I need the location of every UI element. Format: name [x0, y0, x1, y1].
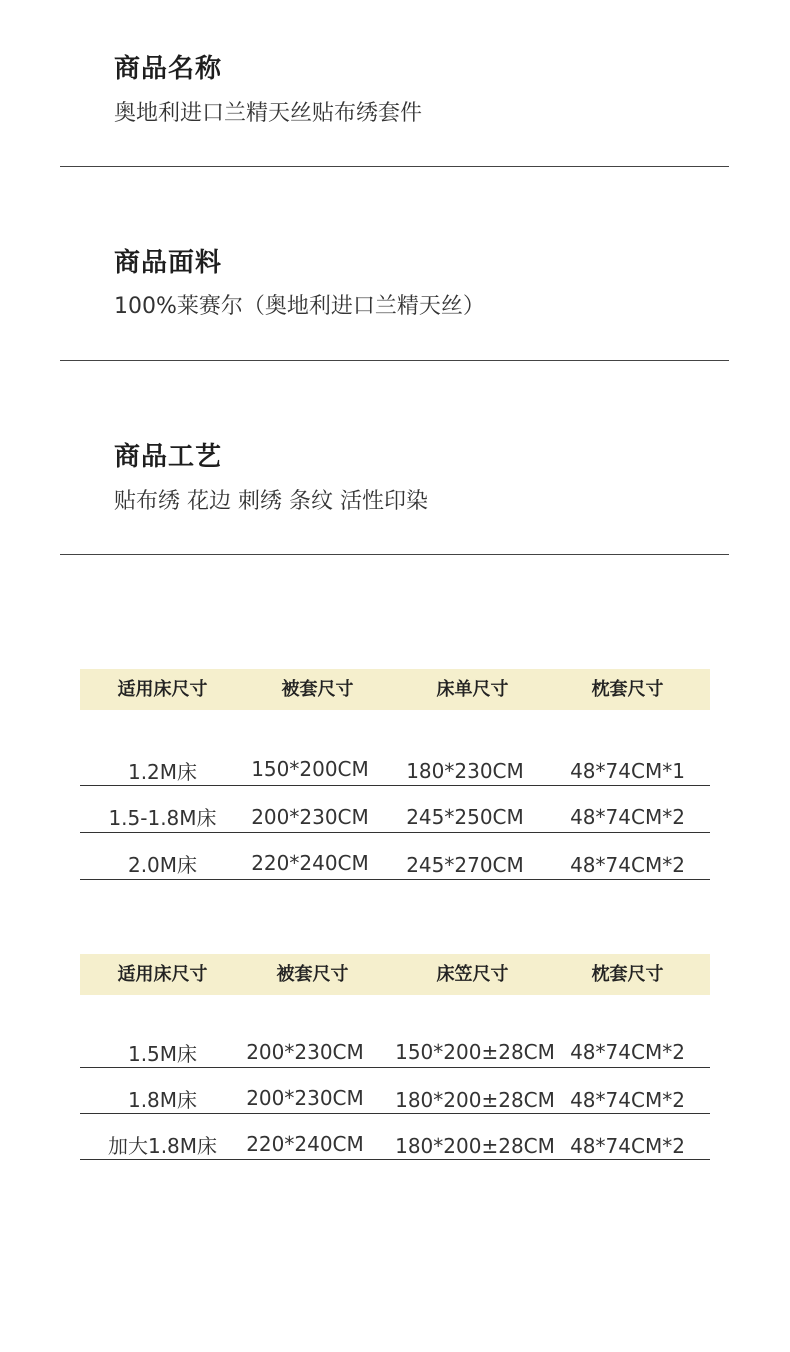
table-row — [80, 786, 710, 833]
product-craft-value: 贴布绣 花边 刺绣 条纹 活性印染 — [114, 489, 428, 514]
cell-sheet-size: 245*250CM — [406, 805, 524, 829]
cell-sheet-size: 180*230CM — [406, 759, 524, 783]
size-table-2 — [80, 954, 710, 1161]
table-header — [80, 669, 710, 710]
row-divider — [80, 879, 710, 880]
header-duvet-size: 被套尺寸 — [281, 679, 354, 700]
header-pillowcase-size: 枕套尺寸 — [591, 679, 664, 700]
product-craft-title: 商品工艺 — [114, 442, 223, 472]
table-row — [80, 1068, 710, 1114]
divider — [60, 360, 729, 361]
cell-bed-size: 1.2M床 — [127, 760, 198, 784]
cell-duvet-size: 220*240CM — [246, 1132, 364, 1156]
cell-fitted-sheet-size: 150*200±28CM — [395, 1040, 555, 1064]
cell-duvet-size: 150*200CM — [251, 757, 369, 781]
cell-bed-size: 1.5M床 — [127, 1042, 198, 1066]
cell-sheet-size: 245*270CM — [406, 853, 524, 877]
product-fabric-title: 商品面料 — [114, 248, 223, 278]
cell-duvet-size: 200*230CM — [251, 805, 369, 829]
header-duvet-size: 被套尺寸 — [276, 964, 349, 985]
product-fabric-value: 100%莱赛尔（奥地利进口兰精天丝） — [114, 294, 485, 319]
header-sheet-size: 床单尺寸 — [436, 679, 509, 700]
table-row — [80, 740, 710, 786]
cell-duvet-size: 220*240CM — [251, 851, 369, 875]
table-row — [80, 833, 710, 880]
cell-duvet-size: 200*230CM — [246, 1086, 364, 1110]
cell-pillowcase-size: 48*74CM*2 — [570, 1040, 685, 1064]
size-table-1 — [80, 669, 710, 881]
cell-bed-size: 1.5-1.8M床 — [108, 806, 217, 830]
cell-bed-size: 2.0M床 — [127, 853, 198, 877]
cell-fitted-sheet-size: 180*200±28CM — [395, 1088, 555, 1112]
cell-pillowcase-size: 48*74CM*1 — [570, 759, 685, 783]
cell-pillowcase-size: 48*74CM*2 — [570, 1088, 685, 1112]
cell-bed-size: 1.8M床 — [127, 1088, 198, 1112]
cell-pillowcase-size: 48*74CM*2 — [570, 853, 685, 877]
cell-fitted-sheet-size: 180*200±28CM — [395, 1134, 555, 1158]
header-pillowcase-size: 枕套尺寸 — [591, 964, 664, 985]
divider — [60, 166, 729, 167]
header-fitted-sheet-size: 床笠尺寸 — [436, 964, 509, 985]
cell-duvet-size: 200*230CM — [246, 1040, 364, 1064]
header-bed-size: 适用床尺寸 — [117, 679, 208, 700]
product-name-value: 奥地利进口兰精天丝贴布绣套件 — [114, 101, 423, 126]
table-row — [80, 1022, 710, 1068]
cell-pillowcase-size: 48*74CM*2 — [570, 1134, 685, 1158]
table-row — [80, 1114, 710, 1160]
divider — [60, 554, 729, 555]
header-bed-size: 适用床尺寸 — [117, 964, 208, 985]
table-header — [80, 954, 710, 995]
cell-bed-size: 加大1.8M床 — [107, 1134, 218, 1158]
product-name-title: 商品名称 — [114, 54, 223, 84]
cell-pillowcase-size: 48*74CM*2 — [570, 805, 685, 829]
row-divider — [80, 1159, 710, 1160]
